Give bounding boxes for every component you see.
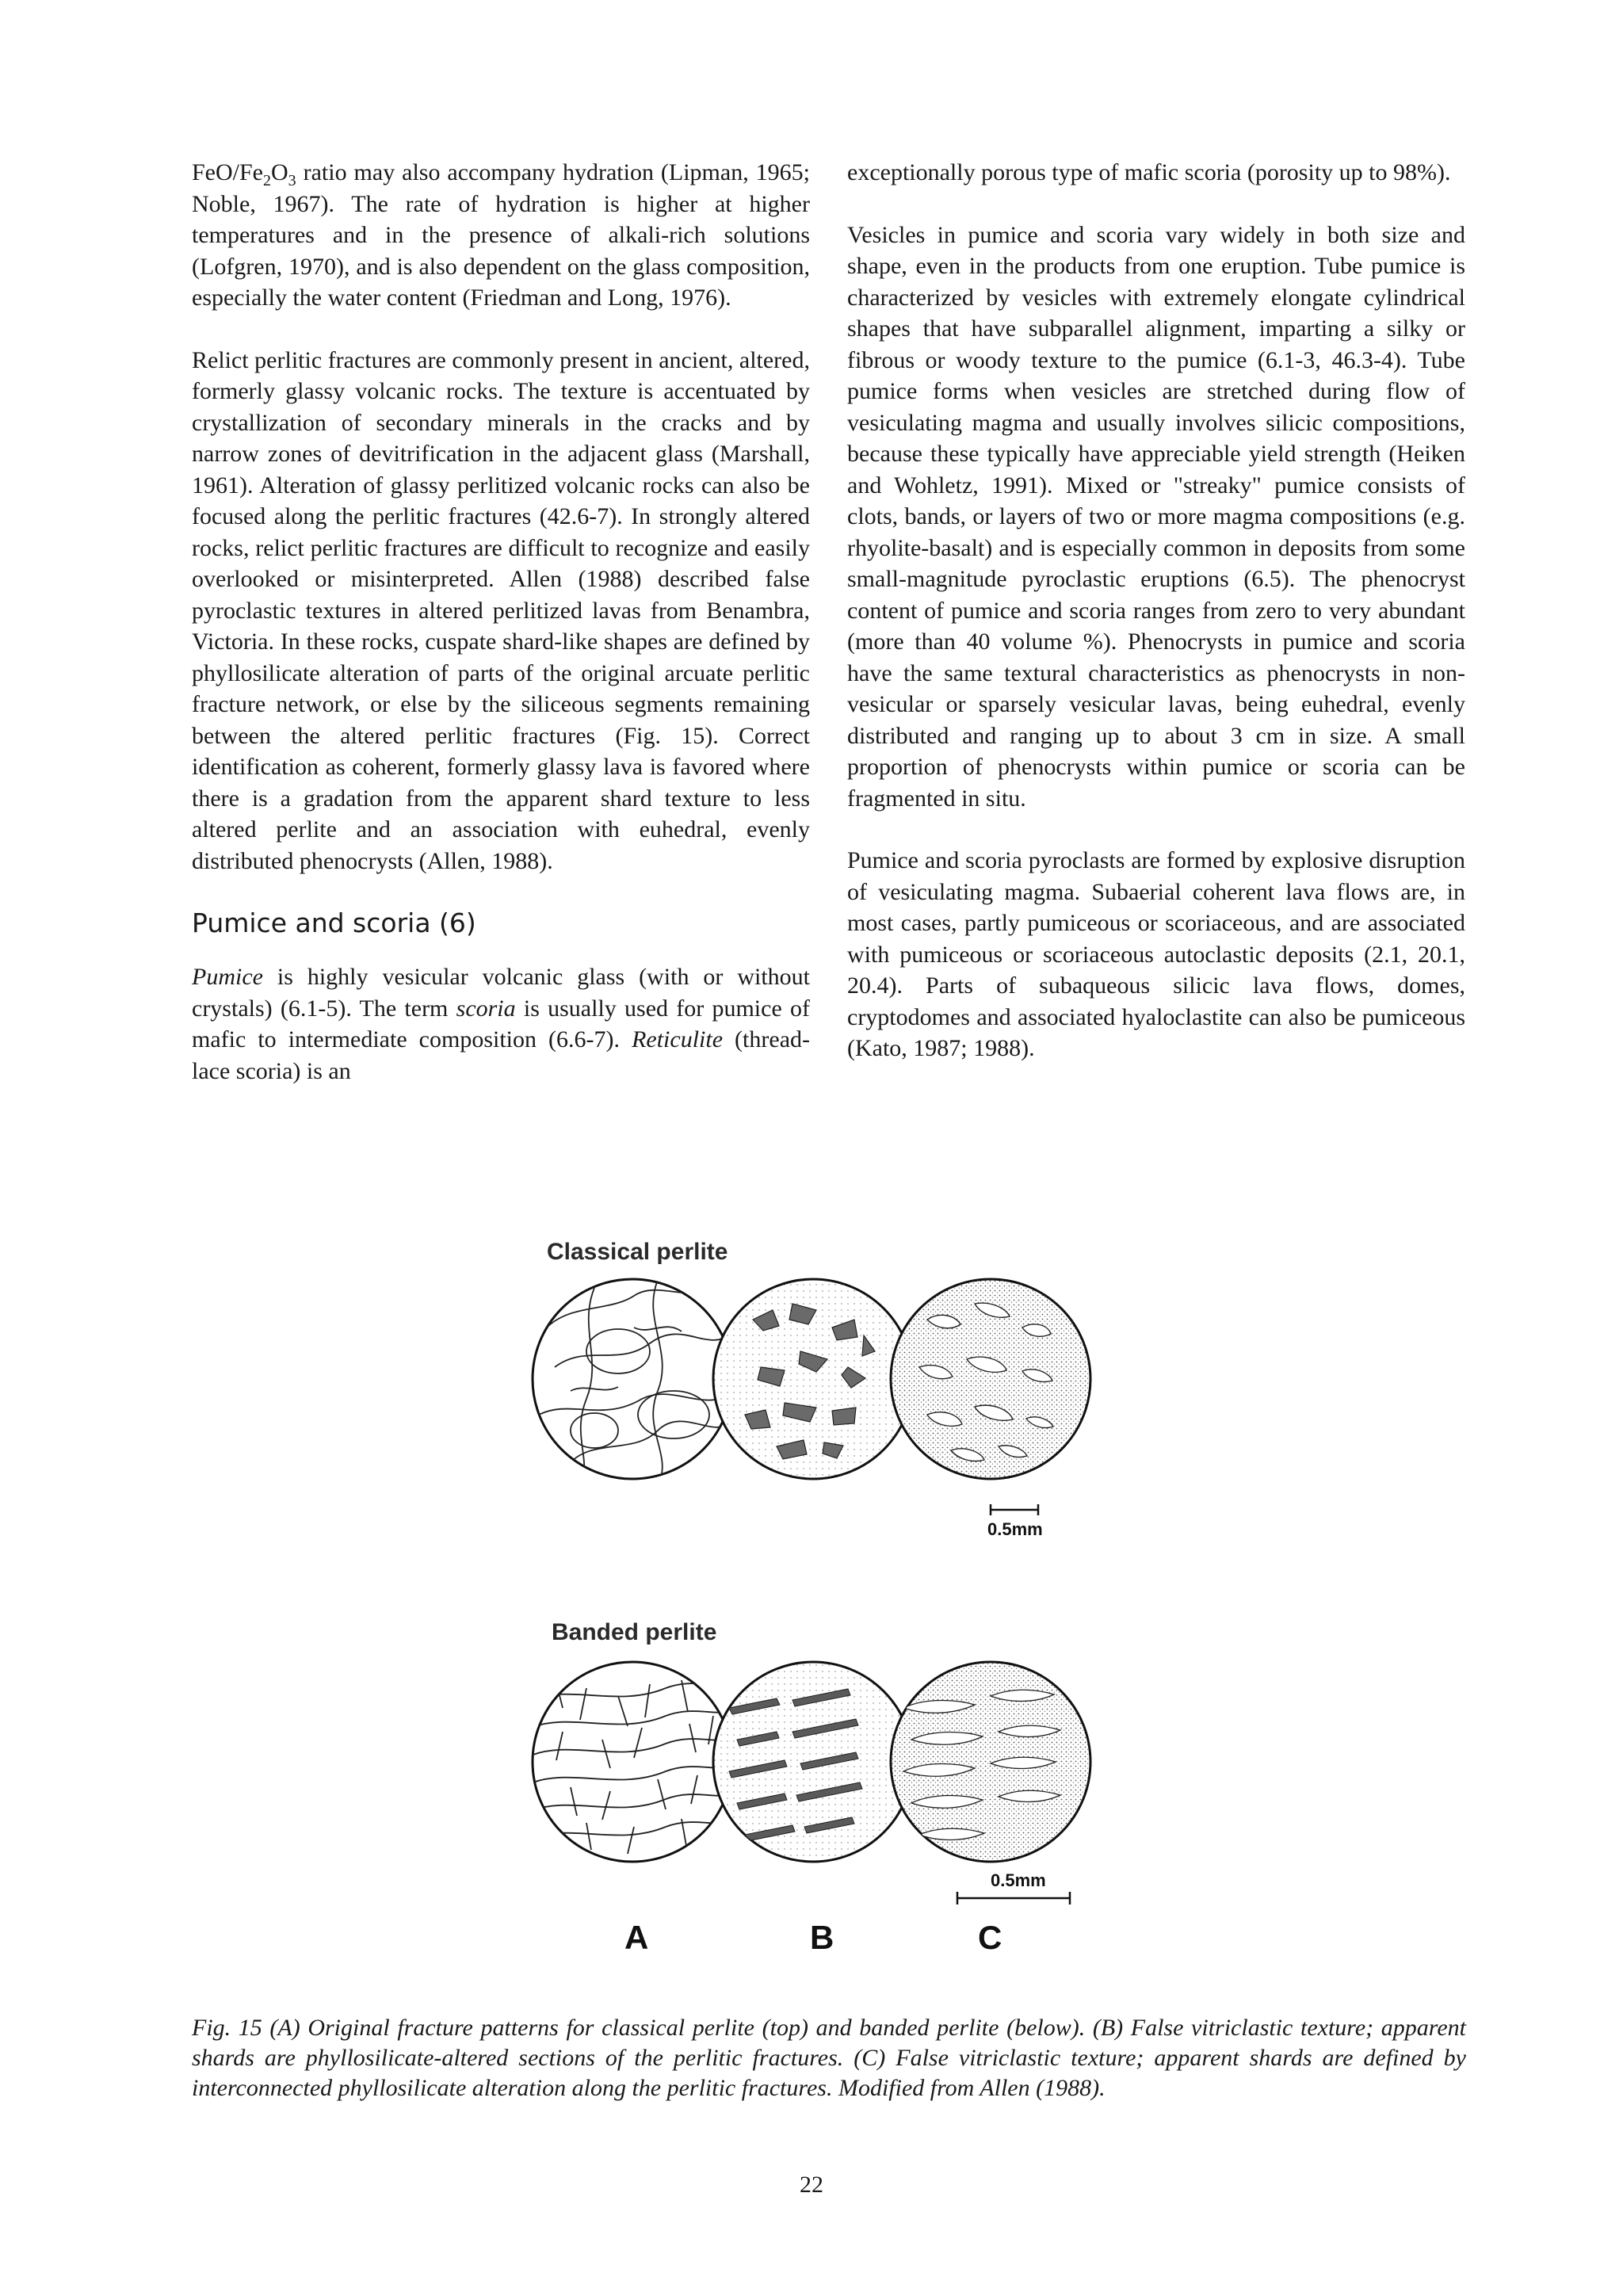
classical-panel-c — [891, 1279, 1090, 1479]
figure-caption: Fig. 15 (A) Original fracture patterns for classical perlite (top) and banded perlite (below). (B) False vitriclastic texture; apparent shards are phyllosilicate-altered sections of the perlitic fractures. (C) False vitriclastic texture; apparent shards are defined by interconnected phyllosilicate alteration along the perlitic fractures. Modified from Allen (1988). — [192, 2015, 1466, 2101]
paragraph-pumice-definition — [192, 961, 810, 1087]
figure-title-classical: Classical perlite — [547, 1239, 728, 1265]
right-column — [847, 157, 1465, 1095]
paragraph-hydration — [192, 157, 810, 314]
paragraph-pyroclasts: Pumice and scoria pyroclasts are formed by explosive disruption of vesiculating magma. Subaerial coherent lava flows are, in most cases, partly pumiceous or scoriaceous, and are associated with pumiceous or scoriaceous autoclastic deposits (2.1, 20.1, 20.4). Parts of subaqueous silicic lava flows, domes, cryptodomes and associated hyaloclastite can also be pumiceous (Kato, 1987; 1988). — [847, 847, 1465, 1061]
term-pumice: Pumice — [192, 964, 263, 990]
term-reticulite: Reticulite — [632, 1026, 724, 1052]
text-run: is highly vesicular volcanic glass (with or without crystals) (6.1-5). The term — [192, 964, 810, 1022]
scale-bar-bottom — [957, 1892, 1070, 1904]
section-heading: Pumice and scoria (6) — [192, 907, 476, 938]
banded-panel-b — [713, 1662, 913, 1862]
panel-label-c: C — [978, 1919, 1002, 1956]
scale-label-top: 0.5mm — [987, 1519, 1043, 1539]
scale-bar-top — [991, 1504, 1038, 1515]
left-column — [192, 157, 810, 1117]
subscript: 2 — [263, 172, 271, 189]
text-run: FeO/Fe — [192, 159, 263, 185]
paragraph-reticulite: exceptionally porous type of mafic scoria (porosity up to 98%). — [847, 159, 1451, 185]
classical-panel-a — [533, 1279, 737, 1486]
classical-panel-b — [713, 1279, 913, 1479]
text-run: ratio may also accompany hydration (Lipman, 1965; Noble, 1967). The rate of hydration is higher at higher temperatures and in the presence of alkali-rich solutions (Lofgren, 1970), and is also dependent on the glass composition, especially the water content (Friedman and Long, 1976). — [192, 159, 810, 311]
figure-title-banded: Banded perlite — [552, 1619, 717, 1645]
panel-label-b: B — [810, 1919, 834, 1956]
paragraph-relict-perlitic: Relict perlitic fractures are commonly present in ancient, altered, formerly glassy volcanic rocks. The texture is accentuated by crystallization of secondary minerals in the cracks and by narrow zones of devitrification in the adjacent glass (Marshall, 1961). Alteration of glassy perlitized volcanic rocks can also be focused along the perlitic fractures (42.6-7). In strongly altered rocks, relict perlitic fractures are difficult to recognize and easily overlooked or misinterpreted. Allen (1988) described false pyroclastic textures in altered perlitized lavas from Benambra, Victoria. In these rocks, cuspate shard-like shapes are defined by phyllosilicate alteration of parts of the original arcuate perlitic fracture network, or else by the siliceous segments remaining between the altered perlitic fractures (Fig. 15). Correct identification as coherent, formerly glassy lava is favored where there is a gradation from the apparent shard texture to less altered perlite and an association with euhedral, evenly distributed phenocrysts (Allen, 1988). — [192, 346, 810, 874]
page-number: 22 — [800, 2172, 823, 2198]
subscript: 3 — [288, 172, 296, 189]
figure-perlite — [523, 1232, 1109, 1969]
term-scoria: scoria — [456, 995, 516, 1022]
paragraph-vesicles: Vesicles in pumice and scoria vary widely in both size and shape, even in the products from one eruption. Tube pumice is characterized by vesicles with extremely elongate cylindrical shapes that have subparallel alignment, imparting a silky or fibrous or woody texture to the pumice (6.1-3, 46.3-4). Tube pumice forms when vesicles are stretched during flow of vesiculating magma and usually involves silicic compositions, because these typically have appreciable yield strength (Heiken and Wohletz, 1991). Mixed or "streaky" pumice consists of clots, bands, or layers of two or more magma compositions (e.g. rhyolite-basalt) and is especially common in deposits from some small-magnitude pyroclastic eruptions (6.5). The phenocryst content of pumice and scoria ranges from zero to very abundant (more than 40 volume %). Phenocrysts in pumice and scoria have the same textural characteristics as phenocrysts in non-vesicular or sparsely vesicular lavas, being euhedral, evenly distributed and ranging up to about 3 cm in size. A small proportion of phenocrysts within pumice or scoria can be fragmented in situ. — [847, 221, 1465, 812]
perlite-illustration — [523, 1232, 1109, 1969]
panel-label-a: A — [624, 1919, 649, 1956]
text-run: (thread-lace scoria) is an — [192, 1026, 810, 1084]
scale-label-bottom: 0.5mm — [991, 1870, 1046, 1890]
text-run: O — [271, 159, 288, 185]
banded-panel-c — [891, 1662, 1090, 1862]
text-run: is usually used for pumice of mafic to intermediate composition (6.6-7). — [192, 995, 810, 1052]
